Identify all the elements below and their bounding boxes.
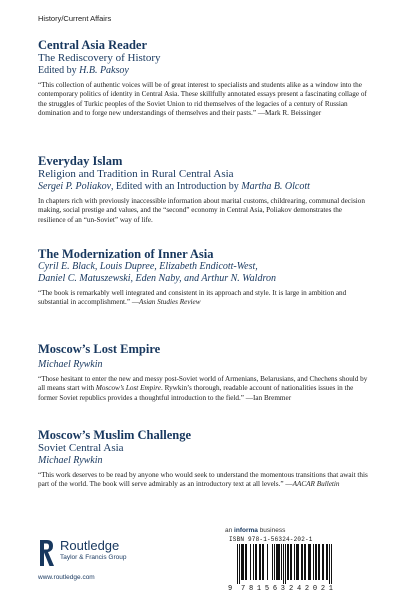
book-entry-central-asia-reader bbox=[38, 38, 368, 118]
barcode-bar bbox=[318, 544, 319, 580]
author-name-2: Martha B. Olcott bbox=[241, 181, 310, 192]
blurb-segment: . Rywkin’s thorough, readable account of nationalities issues in the former Soviet republics provides a thoughtful introduction to the field.” —Ian Bremmer bbox=[38, 384, 354, 402]
barcode-bar bbox=[308, 544, 309, 580]
author-connector: , Edited with an Introduction by bbox=[111, 181, 242, 192]
book-entry-moscows-lost-empire bbox=[38, 342, 368, 403]
book-title: Central Asia Reader bbox=[38, 38, 148, 52]
barcode-bar bbox=[297, 544, 298, 580]
publisher-url: www.routledge.com bbox=[38, 574, 95, 581]
barcode-bar bbox=[250, 544, 251, 580]
barcode-graphic bbox=[227, 544, 355, 592]
book-title: Everyday Islam bbox=[38, 154, 123, 168]
author-name: Sergei P. Poliakov bbox=[38, 181, 112, 192]
barcode-bar bbox=[322, 544, 323, 580]
routledge-logo-icon bbox=[38, 538, 56, 568]
barcode-digits-right: 242021 bbox=[289, 585, 333, 592]
barcode-bar bbox=[287, 544, 288, 580]
barcode-bar bbox=[253, 544, 254, 580]
barcode-bar bbox=[294, 544, 295, 580]
book-blurb bbox=[38, 197, 368, 225]
publisher-logo bbox=[38, 538, 178, 582]
blurb-italic-segment: Asian Studies Review bbox=[139, 298, 201, 307]
barcode-bar bbox=[288, 544, 289, 580]
book-author: Michael Rywkin bbox=[38, 359, 103, 370]
barcode-bar bbox=[263, 544, 264, 580]
book-author-line1: Cyril E. Black, Louis Dupree, Elizabeth Endicott-West, bbox=[38, 261, 258, 272]
barcode-bar bbox=[239, 544, 240, 584]
barcode-bar bbox=[296, 544, 297, 580]
book-title: The Modernization of Inner Asia bbox=[38, 247, 214, 261]
informa-tagline: an informa business bbox=[225, 527, 286, 534]
barcode-bar bbox=[276, 544, 277, 580]
barcode-bar bbox=[267, 544, 268, 580]
book-author bbox=[38, 65, 368, 77]
barcode-bar bbox=[319, 544, 320, 580]
blurb-segment: “This work deserves to be read by anyone who would seek to understand the momentous transitions that await this part of the world. The book will serve admirably as an introductory text at all levels.” — bbox=[38, 471, 368, 489]
blurb-italic-segment: AACAR Bulletin bbox=[292, 480, 340, 489]
barcode-digits-left: 781563 bbox=[241, 585, 285, 592]
book-blurb bbox=[38, 289, 368, 308]
author-name: H.B. Paksoy bbox=[79, 65, 129, 76]
barcode-bar bbox=[313, 544, 314, 580]
book-entry-modernization-inner-asia bbox=[38, 247, 368, 308]
barcode-bar bbox=[262, 544, 263, 580]
book-title: Moscow’s Lost Empire bbox=[38, 342, 161, 356]
barcode-bar bbox=[256, 544, 257, 580]
barcode-bar bbox=[277, 544, 278, 580]
barcode-bar bbox=[305, 544, 306, 580]
blurb-segment: “The book is remarkably well integrated and consistent in its approach and style. It is large in ambition and substantial in accomplishment.” — bbox=[38, 289, 347, 307]
barcode-bar bbox=[245, 544, 246, 580]
publisher-name: Routledge bbox=[60, 538, 120, 553]
barcode-bar bbox=[285, 544, 286, 584]
barcode-bar bbox=[316, 544, 317, 580]
book-blurb bbox=[38, 375, 368, 403]
barcode-bar bbox=[246, 544, 247, 580]
barcode-bar bbox=[315, 544, 316, 580]
blurb-segment: “Those hesitant to enter the new and messy post-Soviet world of Armenians, Belarusians, and Chechens should by all means start with bbox=[38, 375, 368, 393]
barcode-bar bbox=[310, 544, 311, 580]
blurb-segment: “This collection of authentic voices will be of great interest to specialists and students alike as a window into the contemporary politics of identity in Central Asia. These skillfully annotated essays present a fascinating collage of the struggles of Turkic peoples of the Soviet Union to rid themselves of the legacies of a century of Russian domination and to forge new understandings of themselves and their pasts.” —Mark R. Beissinger bbox=[38, 81, 367, 117]
book-entry-moscows-muslim-challenge bbox=[38, 428, 368, 490]
barcode-bar bbox=[242, 544, 243, 580]
book-title: Moscow’s Muslim Challenge bbox=[38, 428, 191, 442]
barcode-bar bbox=[329, 544, 330, 584]
book-author bbox=[38, 181, 368, 193]
book-entry-everyday-islam bbox=[38, 154, 368, 225]
barcode-bar bbox=[323, 544, 324, 580]
barcode-bar bbox=[301, 544, 302, 580]
informa-brand: informa bbox=[234, 527, 258, 534]
barcode-bar bbox=[272, 544, 273, 580]
book-author-line2: Daniel C. Matuszewski, Eden Naby, and Arthur N. Waldron bbox=[38, 273, 276, 284]
barcode-bar bbox=[260, 544, 261, 580]
barcode-bar bbox=[309, 544, 310, 580]
isbn-label: ISBN 978-1-56324-202-1 bbox=[229, 536, 313, 543]
book-author: Michael Rywkin bbox=[38, 455, 103, 466]
book-blurb bbox=[38, 471, 368, 490]
barcode-bar bbox=[283, 544, 284, 584]
barcode-bar bbox=[241, 544, 242, 580]
barcode-bar bbox=[290, 544, 291, 580]
isbn-barcode bbox=[227, 536, 355, 592]
barcode-bars bbox=[237, 544, 332, 584]
book-subtitle: The Rediscovery of History bbox=[38, 52, 161, 64]
barcode-bar bbox=[279, 544, 280, 580]
barcode-bar bbox=[259, 544, 260, 580]
barcode-bar bbox=[326, 544, 327, 580]
publisher-group: Taylor & Francis Group bbox=[60, 554, 127, 561]
barcode-digit-first: 9 bbox=[228, 585, 233, 592]
barcode-bar bbox=[331, 544, 332, 584]
barcode-bar bbox=[274, 544, 275, 580]
barcode-bar bbox=[237, 544, 238, 584]
author-prefix: Edited by bbox=[38, 65, 80, 76]
barcode-bar bbox=[278, 544, 279, 580]
barcode-bar bbox=[302, 544, 303, 580]
barcode-bar bbox=[281, 544, 282, 580]
book-subtitle: Soviet Central Asia bbox=[38, 442, 124, 454]
category-label: History/Current Affairs bbox=[38, 14, 112, 23]
book-subtitle: Religion and Tradition in Rural Central Asia bbox=[38, 168, 234, 180]
barcode-bar bbox=[255, 544, 256, 580]
blurb-segment: In chapters rich with previously inaccessible information about marital customs, childrearing, communal decision making, social prestige and values, and the “second” economy in Central Asia, Poliakov demonstrates the resilience of an “un-Soviet” way of life. bbox=[38, 197, 365, 224]
barcode-bar bbox=[304, 544, 305, 580]
book-blurb bbox=[38, 81, 368, 118]
blurb-italic-segment: Moscow’s Lost Empire bbox=[95, 384, 161, 393]
barcode-bar bbox=[291, 544, 292, 580]
barcode-bar bbox=[327, 544, 328, 580]
barcode-bar bbox=[243, 544, 244, 580]
barcode-bar bbox=[298, 544, 299, 580]
